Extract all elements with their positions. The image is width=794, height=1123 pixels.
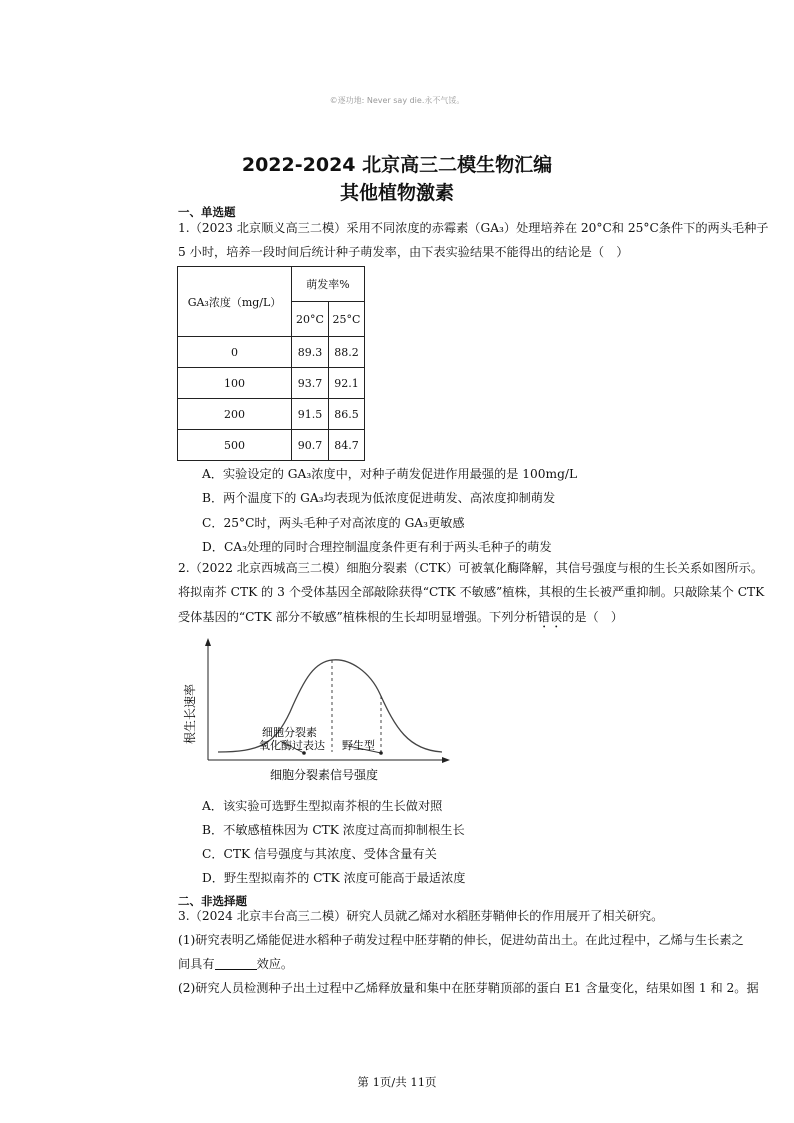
page-footer: 第 1页/共 11页 [357, 1075, 437, 1089]
table-cell: 0 [178, 337, 292, 368]
table-header-concentration: GA₃浓度（mg/L） [178, 267, 292, 337]
q2-option-c: C．CTK 信号强度与其浓度、受体含量有关 [202, 847, 437, 861]
y-axis-label: 根生长速率 [183, 683, 197, 744]
q2-option-d: D．野生型拟南芥的 CTK 浓度可能高于最适浓度 [202, 871, 466, 885]
table-header-20c: 20°C [292, 302, 329, 337]
growth-curve [218, 660, 442, 752]
q2-emphasis-word: 错误 [537, 610, 563, 624]
page-title: 2022-2024 北京高三二模生物汇编 [241, 154, 553, 176]
table-row [178, 399, 365, 430]
q1-option-a: A．实验设定的 GA₃浓度中，对种子萌发促进作用最强的是 100mg/L [202, 467, 578, 481]
section-heading-single-choice: 一、单选题 [178, 205, 236, 219]
q3-stem-line1: 3.（2024 北京丰台高三二模）研究人员就乙烯对水稻胚芽鞘伸长的作用展开了相关研究。 [178, 909, 664, 923]
q3-stem-line2: (1)研究表明乙烯能促进水稻种子萌发过程中胚芽鞘的伸长，促进幼苗出土。在此过程中，乙烯与生长素之 [178, 933, 744, 947]
q1-stem-line1: 1.（2023 北京顺义高三二模）采用不同浓度的赤霉素（GA₃）处理培养在 20°C和 25°C条件下的两头毛种子 [178, 221, 769, 235]
section-heading-non-choice: 二、非选择题 [178, 894, 247, 908]
watermark: ©逐功地: Never say die.永不气馁。 [329, 96, 465, 105]
table-cell: 100 [178, 368, 292, 399]
table-row [178, 368, 365, 399]
q3-stem-line4: (2)研究人员检测种子出土过程中乙烯释放量和集中在胚芽鞘顶部的蛋白 E1 含量变化，结果如图 1 和 2。据 [178, 981, 759, 995]
label-oxidase-line1: 细胞分裂素 [262, 726, 317, 739]
table-cell: 200 [178, 399, 292, 430]
table-row [178, 337, 365, 368]
q1-option-d: D．CA₃处理的同时合理控制温度条件更有利于两头毛种子的萌发 [202, 540, 552, 554]
table-row [178, 430, 365, 461]
table-cell: 88.2 [329, 337, 365, 368]
table-cell: 89.3 [292, 337, 329, 368]
page-subtitle: 其他植物激素 [339, 182, 454, 204]
q1-option-c: C．25°C时，两头毛种子对高浓度的 GA₃更敏感 [202, 516, 465, 530]
table-cell: 91.5 [292, 399, 329, 430]
q1-option-b: B．两个温度下的 GA₃均表现为低浓度促进萌发、高浓度抑制萌发 [202, 491, 556, 505]
q1-stem-line2: 5 小时，培养一段时间后统计种子萌发率，由下表实验结果不能得出的结论是（ ） [178, 245, 629, 259]
table-cell: 84.7 [329, 430, 365, 461]
x-axis-label: 细胞分裂素信号强度 [270, 768, 379, 782]
q2-stem-line2: 将拟南芥 CTK 的 3 个受体基因全部敲除获得“CTK 不敏感”植株，其根的生长被严重抑制。只敲除某个 CTK [178, 585, 765, 599]
q2-stem-line3-post: 的是（ ） [562, 610, 624, 624]
q2-option-a: A．该实验可选野生型拟南芥根的生长做对照 [202, 799, 443, 813]
label-oxidase-line2: 氧化酶过表达 [259, 739, 325, 752]
q2-stem-line1: 2.（2022 北京西城高三二模）细胞分裂素（CTK）可被氧化酶降解，其信号强度与根的生长关系如图所示。 [178, 561, 763, 575]
q2-option-b: B．不敏感植株因为 CTK 浓度过高而抑制根生长 [202, 823, 465, 837]
q2-growth-chart [180, 632, 460, 787]
q2-stem-line3 [178, 610, 760, 631]
table-cell: 86.5 [329, 399, 365, 430]
table-header-25c: 25°C [329, 302, 365, 337]
table-cell: 90.7 [292, 430, 329, 461]
q3-stem-line3 [178, 958, 760, 971]
table-header-germination: 萌发率% [292, 267, 365, 302]
wildtype-point [379, 751, 383, 755]
table-cell: 500 [178, 430, 292, 461]
answer-blank[interactable] [215, 958, 257, 970]
q3-line3-post: 效应。 [256, 957, 294, 971]
table-cell: 93.7 [292, 368, 329, 399]
x-axis-arrow-icon [442, 757, 450, 763]
table-cell: 92.1 [329, 368, 365, 399]
q3-line3-pre: 间具有 [178, 957, 215, 971]
q1-data-table [177, 266, 365, 461]
q2-stem-line3-pre: 受体基因的“CTK 部分不敏感”植株根的生长却明显增强。下列分析 [178, 610, 538, 624]
label-wildtype: 野生型 [342, 739, 375, 752]
y-axis-arrow-icon [205, 638, 211, 646]
